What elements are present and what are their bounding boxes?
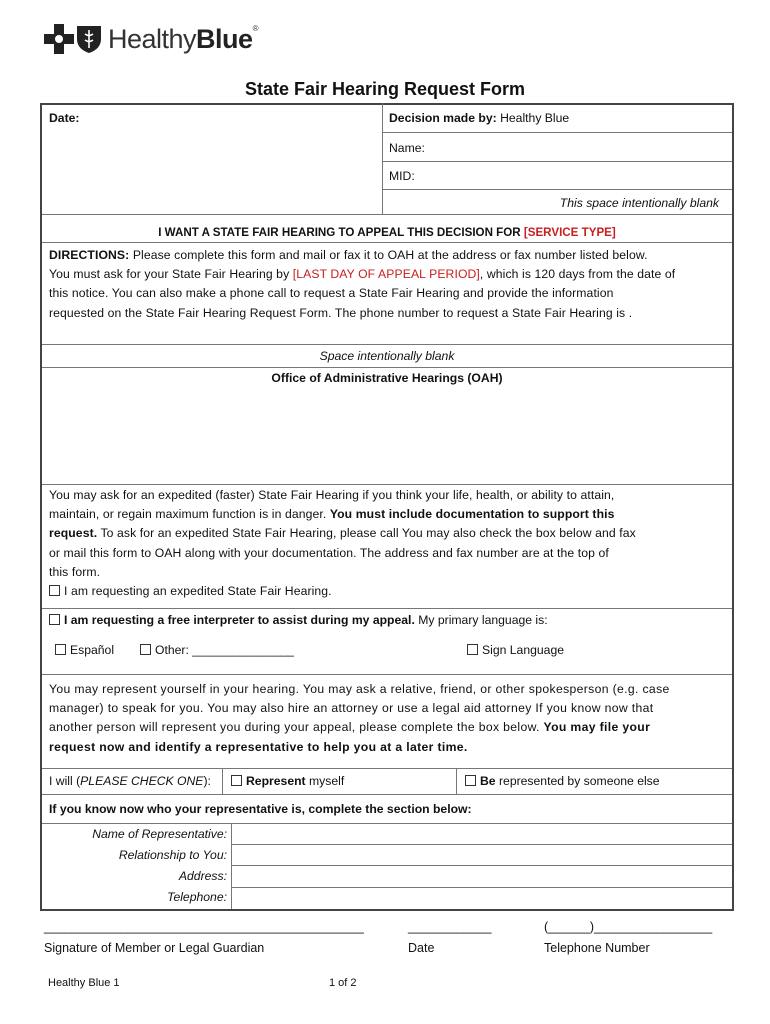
checkbox-icon[interactable] [231,775,242,786]
rep-name-field[interactable] [232,824,732,844]
footer-left: Healthy Blue 1 [48,977,120,989]
telephone-line[interactable]: (______)_________________ [544,920,713,934]
signature-line[interactable]: ______________________________________________ [44,920,364,934]
checkbox-icon[interactable] [55,644,66,655]
checkbox-icon[interactable] [465,775,476,786]
telephone-label: Telephone Number [544,941,650,955]
date-label: Date: [49,111,80,125]
rep-relationship-label: Relationship to You: [118,848,227,862]
blue-shield-icon [76,24,102,54]
name-label[interactable]: Name: [389,141,425,155]
language-espanol[interactable]: Español [55,641,114,660]
checkbox-icon[interactable] [140,644,151,655]
mid-label[interactable]: MID: [389,169,415,183]
directions: DIRECTIONS: Please complete this form and mail or fax it to OAH at the address or fax number listed below. You must ask for your State Fair Hearing by [LAST DAY OF APPEAL PERIOD], which is 120 days from the date of this notice. You can also make a phone call to request a State Fair Hearing and provide the information requested on the State Fair Hearing Request Form. The phone number to request a State Fair Hearing is . [49,248,676,320]
appeal-statement: I WANT A STATE FAIR HEARING TO APPEAL THIS DECISION FOR [SERVICE TYPE] [158,226,616,239]
blank-note: This space intentionally blank [559,196,719,210]
rep-relationship-field[interactable] [232,845,732,865]
rep-telephone-field[interactable] [232,888,732,909]
blue-cross-icon [44,24,74,54]
signature-label: Signature of Member or Legal Guardian [44,941,265,955]
decision-made-by: Decision made by: Healthy Blue [389,111,570,125]
language-other[interactable]: Other: _______________ [140,641,294,660]
rep-address-field[interactable] [232,866,732,887]
represented-by-other-option[interactable]: Be represented by someone else [465,772,660,791]
language-sign[interactable]: Sign Language [467,641,564,660]
expedited-info: You may ask for an expedited (faster) State Fair Hearing if you think your life, health, or ability to attain, maintain, or regain maximum function is in danger. You must include documentation to support this request. To ask for an expedited State Fair Hearing, please call You may also check the box below and fax or mail this form to OAH along with your documentation. The address and fax number are at the top of this form. I am requesting an expedited State Fair Hearing. [49,486,725,601]
date-line[interactable]: ____________ [408,920,492,934]
checkbox-icon[interactable] [49,614,60,625]
top-header-row [42,103,732,105]
rep-telephone-label: Telephone: [167,890,227,904]
date-label-bottom: Date [408,941,435,955]
rep-address-label: Address: [178,869,227,883]
brand-name: HealthyBlue® [108,23,258,54]
checkbox-icon[interactable] [49,585,60,596]
rep-name-label: Name of Representative: [92,827,227,841]
form-frame [40,103,734,911]
checkbox-icon[interactable] [467,644,478,655]
oah-title: Office of Administrative Hearings (OAH) [271,371,503,385]
expedited-checkbox[interactable]: I am requesting an expedited State Fair Hearing. [49,582,725,601]
space-blank: Space intentionally blank [319,349,455,363]
healthy-blue-logo [44,22,258,56]
represent-myself-option[interactable]: Represent myself [231,772,344,791]
represent-info: You may represent yourself in your hearing. You may ask a relative, friend, or other spokesperson (e.g. case manager) to speak for you. You may also hire an attorney or use a legal aid attorney If you know now that another person will represent you during your appeal, please complete the box below. You may file your request now and identify a representative to help you at a later time. [49,682,670,754]
interpreter-request[interactable]: I am requesting a free interpreter to assist during my appeal. My primary language is: [49,611,548,630]
page-number: 1 of 2 [329,977,357,989]
form-title: State Fair Hearing Request Form [244,79,526,99]
check-one-label: I will (PLEASE CHECK ONE): [49,774,211,788]
rep-section-title: If you know now who your representative is, complete the section below: [49,802,472,816]
